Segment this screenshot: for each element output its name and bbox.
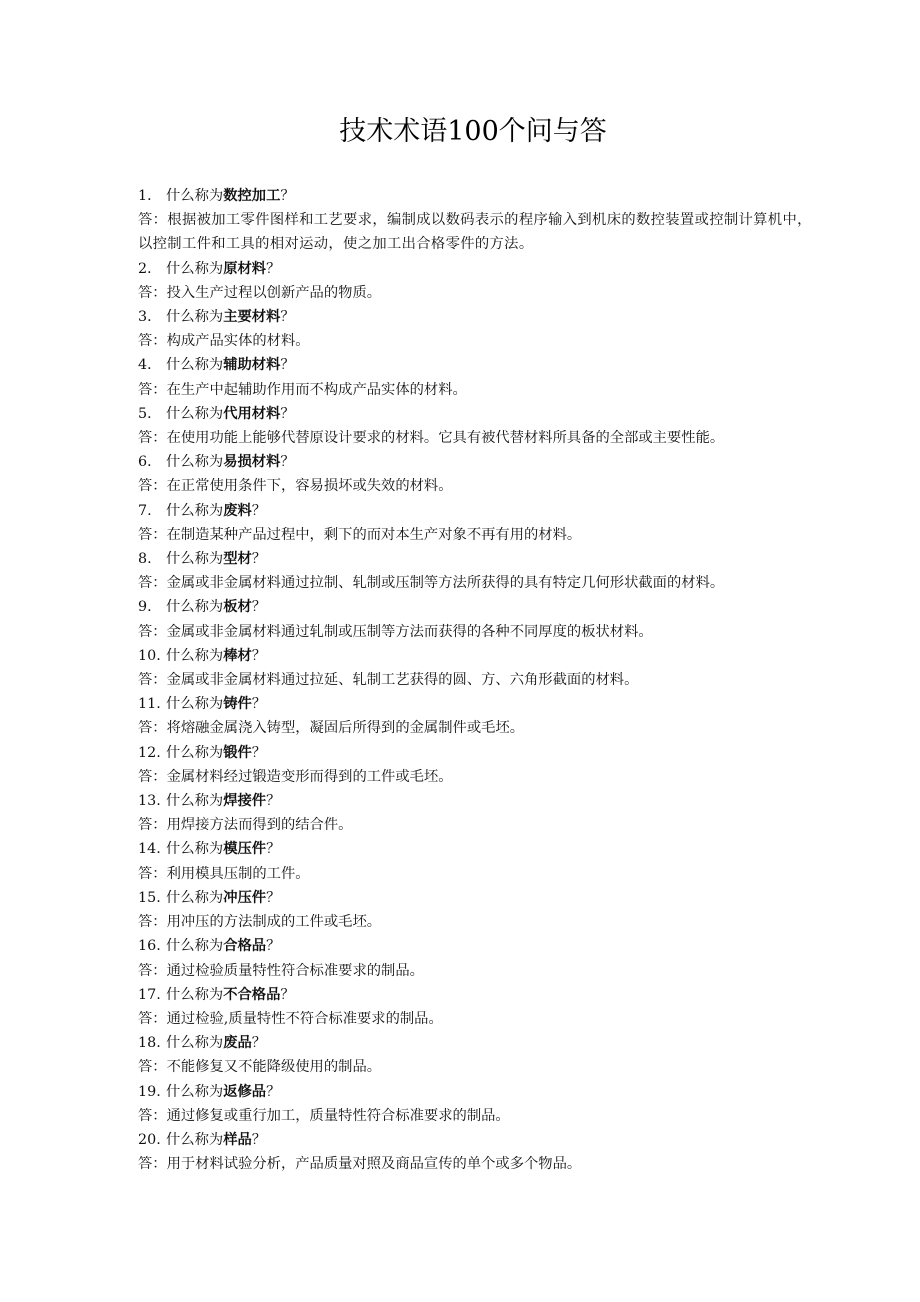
question	[138, 741, 818, 765]
question-suffix: ？	[266, 1083, 281, 1100]
question-term: 模压件	[223, 841, 267, 858]
question-prefix: 什么称为	[166, 454, 224, 471]
answer: 答：通过检验,质量特性不符合标准要求的制品。	[138, 1010, 443, 1027]
question-number: 4．	[138, 357, 162, 374]
qa-item	[138, 257, 818, 305]
qa-item	[138, 184, 818, 257]
question	[138, 983, 818, 1007]
question-prefix: 什么称为	[166, 309, 224, 326]
answer: 答：构成产品实体的材料。	[138, 333, 310, 350]
question-suffix: ？	[266, 793, 281, 810]
qa-item	[138, 1031, 818, 1079]
question-term: 返修品	[223, 1083, 267, 1100]
answer: 答：用焊接方法而得到的结合件。	[138, 817, 353, 834]
question-term: 辅助材料	[223, 357, 281, 374]
question-suffix: ？	[266, 841, 281, 858]
question	[138, 499, 818, 523]
answer: 答：用于材料试验分析，产品质量对照及商品宣传的单个或多个物品。	[138, 1156, 582, 1173]
question-term: 型材	[223, 551, 252, 568]
question-suffix: ？	[280, 405, 295, 422]
question-number: 7.	[138, 502, 152, 519]
qa-list	[138, 184, 818, 1176]
question-number: 13.	[138, 793, 161, 810]
question-prefix: 什么称为	[166, 793, 224, 810]
question-prefix: 什么称为	[166, 1131, 224, 1148]
question-suffix: ？	[280, 454, 295, 471]
question-suffix: ？	[251, 599, 267, 616]
answer: 答：金属或非金属材料通过拉制、轧制或压制等方法所获得的具有特定几何形状截面的材料。	[138, 575, 725, 592]
question-prefix: 什么称为	[166, 1083, 224, 1100]
question-prefix: 什么称为	[166, 744, 224, 761]
question-term: 不合格品	[223, 986, 281, 1003]
question-suffix: ？	[266, 938, 281, 955]
question-suffix: ？	[251, 1131, 267, 1148]
question-suffix: ？	[251, 647, 267, 664]
answer: 答：通过修复或重行加工，质量特性符合标准要求的制品。	[138, 1107, 510, 1124]
question	[138, 547, 818, 571]
answer: 答：不能修复又不能降级使用的制品。	[138, 1059, 382, 1076]
question-prefix: 什么称为	[166, 647, 224, 664]
question-number: 20.	[138, 1131, 161, 1148]
answer: 答：在正常使用条件下，容易损坏或失效的材料。	[138, 478, 453, 495]
answer: 答：用冲压的方法制成的工件或毛坯。	[138, 914, 382, 931]
question	[138, 1080, 818, 1104]
question-prefix: 什么称为	[166, 1035, 224, 1052]
question	[138, 305, 818, 329]
question-term: 废品	[223, 1035, 252, 1052]
question-suffix: ？	[280, 986, 295, 1003]
question-term: 棒材	[223, 647, 252, 664]
question-prefix: 什么称为	[166, 841, 224, 858]
question	[138, 353, 818, 377]
question-suffix: ？	[251, 744, 267, 761]
question-term: 锻件	[223, 744, 252, 761]
question-prefix: 什么称为	[166, 357, 224, 374]
question-suffix: ？	[251, 696, 267, 713]
question-term: 代用材料	[223, 405, 281, 422]
question-term: 合格品	[223, 938, 267, 955]
question-number: 10.	[138, 647, 161, 664]
question-number: 11.	[138, 696, 161, 713]
question	[138, 934, 818, 958]
question-suffix: ？	[280, 309, 295, 326]
answer: 答：根据被加工零件图样和工艺要求，编制成以数码表示的程序输入到机床的数控装置或控制计算机中，以控制工件和工具的相对运动，使之加工出合格零件的方法。	[138, 212, 812, 253]
answer: 答：金属或非金属材料通过轧制或压制等方法而获得的各种不同厚度的板状材料。	[138, 623, 653, 640]
question-suffix: ？	[251, 551, 267, 568]
question-prefix: 什么称为	[166, 551, 224, 568]
question-number: 3．	[138, 309, 162, 326]
answer: 答：在使用功能上能够代替原设计要求的材料。它具有被代替材料所具备的全部或主要性能。	[138, 430, 725, 447]
answer: 答：通过检验质量特性符合标准要求的制品。	[138, 962, 424, 979]
question-number: 5．	[138, 405, 162, 422]
question-number: 9.	[138, 599, 152, 616]
qa-item	[138, 983, 818, 1031]
question-term: 焊接件	[223, 793, 267, 810]
answer: 答：金属材料经过锻造变形而得到的工件或毛坯。	[138, 768, 453, 785]
question-term: 主要材料	[223, 309, 281, 326]
question-prefix: 什么称为	[166, 889, 224, 906]
qa-item	[138, 886, 818, 934]
question-number: 8.	[138, 551, 152, 568]
question-suffix: ？	[251, 1035, 267, 1052]
qa-item	[138, 1080, 818, 1128]
question-prefix: 什么称为	[166, 938, 224, 955]
question	[138, 595, 818, 619]
question	[138, 644, 818, 668]
question-term: 废料	[223, 502, 252, 519]
qa-item	[138, 644, 818, 692]
question	[138, 257, 818, 281]
answer: 答：投入生产过程以创新产品的物质。	[138, 284, 382, 301]
qa-item	[138, 692, 818, 740]
answer: 答：将熔融金属浇入铸型，凝固后所得到的金属制件或毛坯。	[138, 720, 525, 737]
answer: 答：在生产中起辅助作用而不构成产品实体的材料。	[138, 381, 467, 398]
question	[138, 450, 818, 474]
question-number: 2．	[138, 260, 162, 277]
question-number: 15.	[138, 889, 161, 906]
question-suffix: ？	[280, 188, 295, 204]
question-term: 易损材料	[223, 454, 281, 471]
question-term: 冲压件	[223, 889, 267, 906]
qa-item	[138, 402, 818, 450]
question	[138, 692, 818, 716]
question-suffix: ？	[266, 889, 281, 906]
qa-item	[138, 547, 818, 595]
question-term: 数控加工	[223, 188, 281, 204]
question-number: 1．	[138, 188, 162, 204]
qa-item	[138, 353, 818, 401]
question-number: 17.	[138, 986, 161, 1003]
question-suffix: ？	[266, 260, 281, 277]
question-prefix: 什么称为	[166, 696, 224, 713]
answer: 答：在制造某种产品过程中，剩下的而对本生产对象不再有用的材料。	[138, 526, 582, 543]
question	[138, 837, 818, 861]
question-term: 铸件	[223, 696, 252, 713]
question-number: 6．	[138, 454, 162, 471]
question-prefix: 什么称为	[166, 986, 224, 1003]
question-prefix: 什么称为	[166, 405, 224, 422]
question-number: 19.	[138, 1083, 161, 1100]
question-suffix: ？	[280, 357, 295, 374]
qa-item	[138, 450, 818, 498]
question-term: 板材	[223, 599, 252, 616]
question-prefix: 什么称为	[166, 502, 224, 519]
qa-item	[138, 595, 818, 643]
question	[138, 1128, 818, 1152]
question-term: 样品	[223, 1131, 252, 1148]
qa-item	[138, 934, 818, 982]
answer: 答：利用模具压制的工件。	[138, 865, 310, 882]
question	[138, 886, 818, 910]
answer: 答：金属或非金属材料通过拉延、轧制工艺获得的圆、方、六角形截面的材料。	[138, 672, 639, 689]
question	[138, 1031, 818, 1055]
question-term: 原材料	[223, 260, 267, 277]
question	[138, 789, 818, 813]
question	[138, 402, 818, 426]
question-prefix: 什么称为	[166, 260, 224, 277]
question-number: 16.	[138, 938, 161, 955]
question-prefix: 什么称为	[166, 599, 224, 616]
document-title: 技术术语100个问与答	[339, 116, 607, 147]
qa-item	[138, 741, 818, 789]
qa-item	[138, 305, 818, 353]
question	[138, 184, 818, 208]
question-prefix: 什么称为	[166, 188, 224, 204]
question-number: 12.	[138, 744, 161, 761]
question-number: 14.	[138, 841, 161, 858]
question-suffix: ？	[251, 502, 267, 519]
question-number: 18.	[138, 1035, 161, 1052]
qa-item	[138, 789, 818, 837]
qa-item	[138, 499, 818, 547]
qa-item	[138, 837, 818, 885]
qa-item	[138, 1128, 818, 1176]
